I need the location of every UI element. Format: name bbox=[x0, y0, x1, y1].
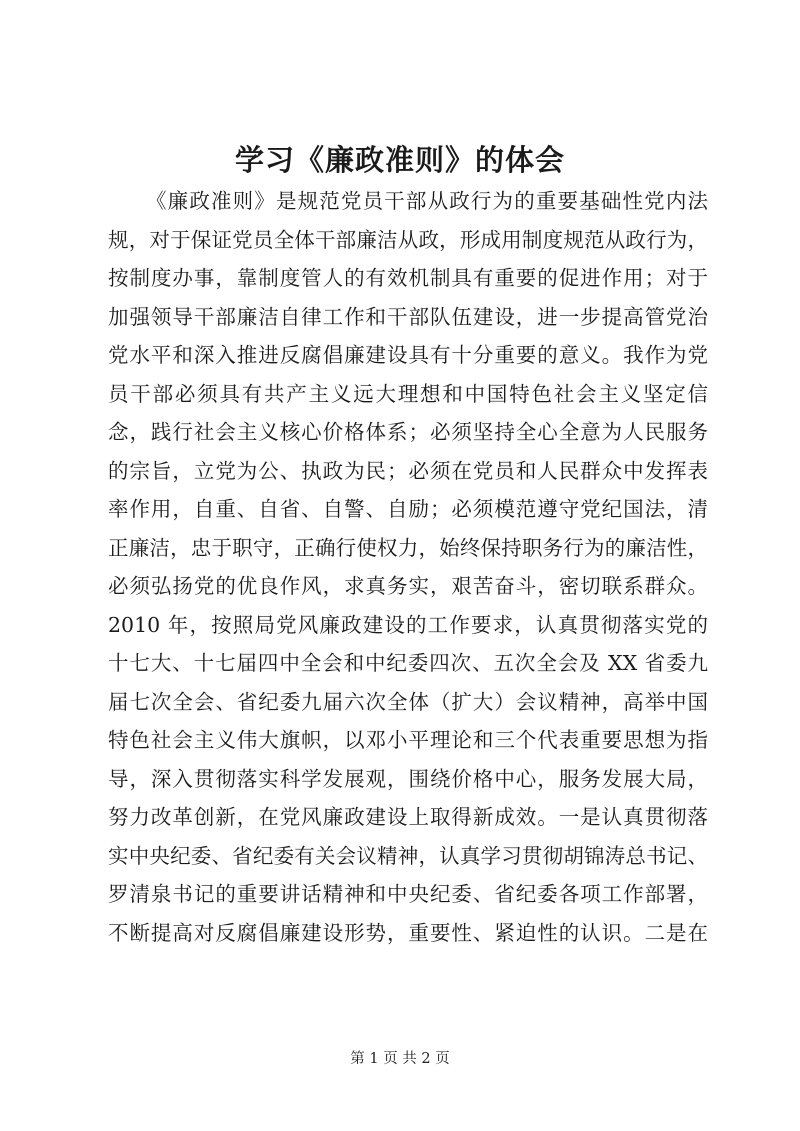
body-line: 党水平和深入推进反腐倡廉建设具有十分重要的意义。我作为党 bbox=[108, 343, 708, 367]
body-line: 2010 年，按照局党风廉政建设的工作要求，认真贯彻落实党的 bbox=[108, 612, 708, 637]
page-footer: 第 1 页 共 2 页 bbox=[350, 1051, 450, 1067]
body-line: 的宗旨，立党为公、执政为民；必须在党员和人民群众中发挥表 bbox=[108, 458, 708, 483]
body-line: 特色社会主义伟大旗帜，以邓小平理论和三个代表重要思想为指 bbox=[108, 728, 708, 752]
body-line: 实中央纪委、省纪委有关会议精神，认真学习贯彻胡锦涛总书记、 bbox=[108, 843, 708, 868]
body-line: 不断提高对反腐倡廉建设形势，重要性、紧迫性的认识。二是在 bbox=[108, 920, 708, 945]
body-line: 必须弘扬党的优良作风，求真务实，艰苦奋斗，密切联系群众。 bbox=[108, 574, 708, 598]
body-line: 规，对于保证党员全体干部廉洁从政，形成用制度规范从政行为， bbox=[108, 227, 708, 252]
body-line: 届七次全会、省纪委九届六次全体（扩大）会议精神，高举中国 bbox=[108, 689, 708, 714]
body-line: 按制度办事，靠制度管人的有效机制具有重要的促进作用；对于 bbox=[108, 266, 708, 290]
body-line: 加强领导干部廉洁自律工作和干部队伍建设，进一步提高管党治 bbox=[108, 304, 708, 329]
body-line: 率作用，自重、自省、自警、自励；必须模范遵守党纪国法，清 bbox=[108, 497, 708, 521]
body-line: 念，践行社会主义核心价格体系；必须坚持全心全意为人民服务 bbox=[108, 420, 708, 444]
body-line: 《廉政准则》是规范党员干部从政行为的重要基础性党内法 bbox=[146, 189, 708, 213]
body-line: 员干部必须具有共产主义远大理想和中国特色社会主义坚定信 bbox=[108, 381, 708, 406]
body-line: 努力改革创新，在党风廉政建设上取得新成效。一是认真贯彻落 bbox=[108, 805, 708, 829]
body-line: 正廉洁，忠于职守，正确行使权力，始终保持职务行为的廉洁性， bbox=[108, 535, 708, 560]
document-title: 学习《廉政准则》的体会 bbox=[234, 143, 565, 177]
body-line: 十七大、十七届四中全会和中纪委四次、五次全会及 XX 省委九 bbox=[108, 651, 708, 675]
body-line: 导，深入贯彻落实科学发展观，围绕价格中心，服务发展大局， bbox=[108, 766, 708, 791]
body-line: 罗清泉书记的重要讲话精神和中央纪委、省纪委各项工作部署， bbox=[108, 882, 708, 906]
document-body bbox=[108, 182, 708, 952]
